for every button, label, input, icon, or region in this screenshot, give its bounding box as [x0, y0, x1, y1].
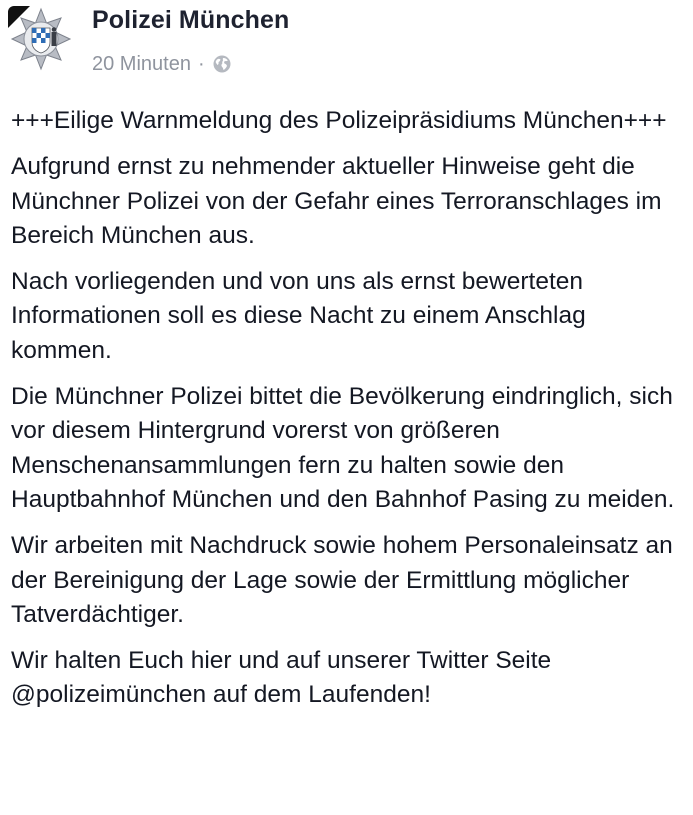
post-paragraph-threat: Aufgrund ernst zu nehmender aktueller Hinweise geht die Münchner Polizei von der Gefahr eines Terroranschlages im Bereich München aus. [11, 153, 662, 249]
post-timestamp[interactable]: 20 Minuten [92, 52, 191, 75]
page-avatar[interactable] [8, 6, 74, 72]
post-paragraph-investigation: Wir arbeiten mit Nachdruck sowie hohem Personaleinsatz an der Bereinigung der Lage sowie der Ermittlung möglicher Tatverdächtiger. [11, 532, 673, 628]
post-paragraph-advice: Die Münchner Polizei bittet die Bevölkerung eindringlich, sich vor diesem Hintergrund vorerst von größeren Menschenansammlungen fern zu halten sowie den Hauptbahnhof München und den Bahnhof Pasing zu meiden. [11, 383, 675, 513]
post-meta [92, 52, 232, 76]
meta-separator: · [197, 52, 205, 75]
page-name-link[interactable]: Polizei München [92, 6, 290, 34]
post-body [11, 104, 687, 725]
post-paragraph-alert: +++Eilige Warnmeldung des Polizeipräsidiums München+++ [11, 107, 667, 134]
post-paragraph-updates: Wir halten Euch hier und auf unserer Twitter Seite @polizeimünchen auf dem Laufenden! [11, 647, 552, 709]
post-paragraph-tonight: Nach vorliegenden und von uns als ernst bewerteten Informationen soll es diese Nacht zu einem Anschlag kommen. [11, 268, 586, 364]
globe-icon[interactable] [212, 54, 232, 74]
police-star-badge-icon [8, 6, 74, 72]
